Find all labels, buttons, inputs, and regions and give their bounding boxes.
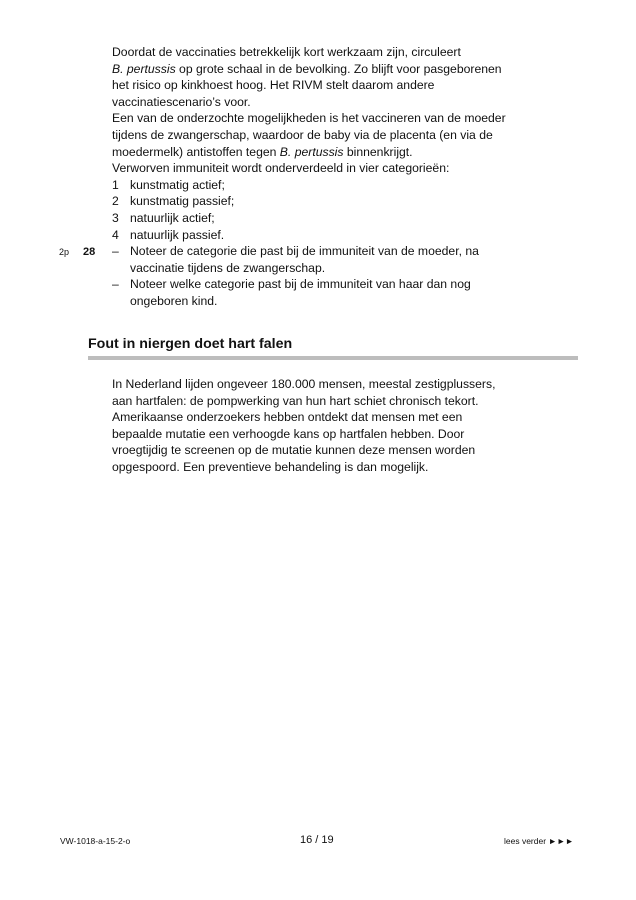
intro-paragraph — [112, 44, 582, 243]
species-name: B. pertussis — [279, 144, 344, 159]
section-paragraph — [112, 376, 582, 476]
question-text: vaccinatie tijdens de zwangerschap. — [130, 260, 326, 275]
category-item: 1 kunstmatig actief; — [112, 177, 225, 192]
text-line: Doordat de vaccinaties betrekkelijk kort werkzaam zijn, circuleert — [112, 45, 461, 59]
text-line: aan hartfalen: de pompwerking van hun hart schiet chronisch tekort. — [112, 393, 479, 408]
question-item — [112, 276, 471, 293]
text-line: tijdens de zwangerschap, waardoor de baby via de placenta (en via de — [112, 127, 493, 142]
species-name: B. pertussis — [112, 61, 176, 76]
bullet-dash: – — [112, 277, 119, 292]
page-number: 16 / 19 — [300, 834, 334, 846]
text-line: Verworven immuniteit wordt onderverdeeld in vier categorieën: — [112, 161, 450, 176]
section-heading: Fout in niergen doet hart falen — [88, 336, 293, 352]
text-line: bepaalde mutatie een verhoogde kans op hartfalen hebben. Door — [112, 426, 465, 441]
question-28-row — [59, 243, 479, 261]
category-item: 3 natuurlijk actief; — [112, 210, 215, 225]
text-line: vaccinatiescenario’s voor. — [112, 94, 251, 109]
heading-rule — [88, 356, 578, 360]
text-line: het risico op kinkhoest hoog. Het RIVM stelt daarom andere — [112, 78, 435, 93]
text-line: In Nederland lijden ongeveer 180.000 mensen, meestal zestigplussers, — [112, 377, 496, 391]
question-text: Noteer welke categorie past bij de immuniteit van haar dan nog — [130, 277, 471, 292]
text-line: vroegtijdig te screenen op de mutatie kunnen deze mensen worden — [112, 443, 476, 458]
bullet-dash: – — [112, 244, 119, 258]
continue-note: lees verder ►►► — [504, 836, 574, 846]
question-number: 28 — [83, 246, 96, 258]
exam-code: VW-1018-a-15-2-o — [60, 836, 131, 846]
text-line: opgespoord. Een preventieve behandeling is dan mogelijk. — [112, 459, 429, 474]
text-line: Een van de onderzochte mogelijkheden is het vaccineren van de moeder — [112, 111, 506, 126]
category-item: 4 natuurlijk passief. — [112, 227, 225, 242]
category-item: 2 kunstmatig passief; — [112, 194, 235, 209]
question-points: 2p — [59, 247, 70, 257]
text-line: moedermelk) antistoffen tegen B. pertussis binnenkrijgt. — [112, 144, 413, 159]
text-line: Amerikaanse onderzoekers hebben ontdekt dat mensen met een — [112, 410, 463, 425]
text-line: B. pertussis op grote schaal in de bevolking. Zo blijft voor pasgeborenen — [112, 61, 502, 76]
question-text: Noteer de categorie die past bij de immuniteit van de moeder, na — [130, 244, 479, 258]
question-text: ongeboren kind. — [130, 293, 218, 308]
